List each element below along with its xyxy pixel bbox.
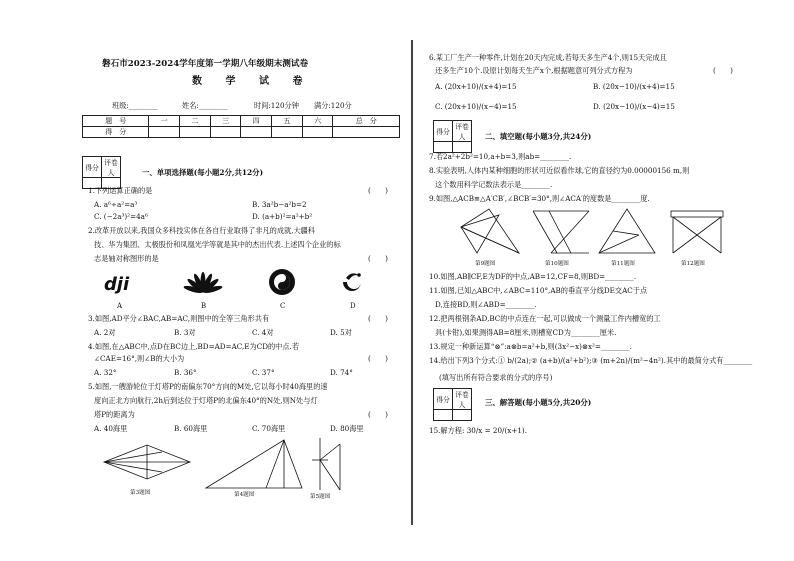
grader-name-label: 评卷人 xyxy=(453,121,472,142)
q4-option-c: C. 37° xyxy=(252,368,275,377)
figure-q3 xyxy=(102,440,192,485)
q6-option-c: C. (20x+10)/(x−4)=15 xyxy=(435,102,517,111)
full-score-label: 满分:120分 xyxy=(314,101,352,110)
q5-stem-line1: 5.如图,一艘游轮位于灯塔P的南偏东70°方向的M处,它以每小时40海里的速 xyxy=(88,382,328,391)
grader-box-2 xyxy=(433,120,472,153)
time-label: 时间:120分钟 xyxy=(254,101,299,110)
section-3-heading: 三、解答题(每小题5分,共20分) xyxy=(485,398,592,407)
grader-score-label: 得分 xyxy=(434,121,453,142)
section-1-heading: 一、单项选择题(每小题2分,共12分) xyxy=(142,168,264,177)
exam-subject: 数 学 试 卷 xyxy=(192,76,313,87)
q11-stem-line2: D,连接BD,则∠ABD=________. xyxy=(435,300,537,309)
score-header-cell: 四 xyxy=(241,116,272,127)
score-header-cell: 一 xyxy=(149,116,180,127)
score-table-score-row xyxy=(83,127,400,138)
figure-q5 xyxy=(310,436,350,492)
q4-option-a: A. 32° xyxy=(94,368,117,377)
section-2-heading: 二、填空题(每小题3分,共24分) xyxy=(485,132,592,141)
q6-stem-line1: 6.某工厂生产一种零件,计划在20天内完成,若每天多生产4个,则15天完成且 xyxy=(429,53,667,62)
q5-option-c: C. 70海里 xyxy=(252,424,286,433)
q4-stem-line2: ∠CAE=16°,则∠B的大小为 xyxy=(94,354,185,363)
grader-score-label: 得分 xyxy=(83,157,102,178)
score-cell[interactable] xyxy=(210,127,241,138)
q6-stem-line2: 还多生产10个.设原计划每天生产x个,根据题意可列分式方程为 xyxy=(435,66,633,75)
score-header-cell: 六 xyxy=(302,116,333,127)
figure-q11 xyxy=(597,207,657,257)
score-header-cell: 二 xyxy=(180,116,211,127)
taiji-logo-icon xyxy=(268,268,296,296)
figure-q9-caption: 第9题图 xyxy=(475,261,496,267)
figure-q4-caption: 第4题图 xyxy=(234,492,255,498)
figure-q11-caption: 第11题图 xyxy=(611,261,635,267)
q14-stem: 14.给出下列3个分式:① b/(2a);② (a+b)/(a²+b²);③ (m+2n)/(m²−4n²).其中的最简分式有________ xyxy=(429,356,753,365)
figure-q10 xyxy=(531,207,591,257)
q1-answer-paren[interactable]: ( ) xyxy=(368,186,388,195)
grader-score-cell[interactable] xyxy=(434,410,453,421)
figure-q12-caption: 第12题图 xyxy=(681,261,705,267)
q2-answer-paren[interactable]: ( ) xyxy=(368,254,388,263)
figure-q3-caption: 第3题图 xyxy=(130,490,151,496)
score-cell[interactable] xyxy=(333,127,400,138)
score-header-cell: 题 号 xyxy=(83,116,149,127)
q2-stem-line1: 2.改革开放以来,我国众多科技实体在各自行业取得了非凡的成就,大疆科 xyxy=(88,226,316,235)
q8-stem-line1: 8.实验表明,人体内某种细胞的形状可近似看作球,它的直径约为0.00000156 m,则 xyxy=(429,166,690,175)
score-cell[interactable] xyxy=(180,127,211,138)
grader-box-1 xyxy=(82,156,121,189)
grader-name-label: 评卷人 xyxy=(102,157,121,178)
q12-stem-line1: 12.把两根钢条AD,BC的中点连在一起,可以做成一个测量工件内槽宽的工 xyxy=(429,314,661,323)
q9-stem: 9.如图,△ACB≌△A′CB′,∠BCB′=30°,则∠ACA′的度数是________度. xyxy=(429,194,650,203)
q11-stem-line1: 11.如图,已知△ABC中,∠ABC=110°,AB的垂直平分线DE交AC于点 xyxy=(429,286,648,295)
q2-stem-line2: 技、华为集团、太极股份和凤凰光学等就是其中的杰出代表.上述四个企业的标 xyxy=(94,240,341,249)
figure-q10-caption: 第10题图 xyxy=(545,261,569,267)
score-row-label: 得 分 xyxy=(83,127,149,138)
q6-option-b: B. (20x−10)/(x+4)=15 xyxy=(593,82,675,91)
q3-option-b: B. 3对 xyxy=(174,328,196,337)
q5-stem-line3: 塔P的距离为 xyxy=(94,410,135,419)
q4-option-b: B. 36° xyxy=(174,368,197,377)
q3-option-c: C. 4对 xyxy=(252,328,274,337)
q3-stem: 3.如图,AD平分∠BAC,AB=AC,则图中的全等三角形共有 xyxy=(88,314,270,323)
q15-stem: 15.解方程: 30/x = 20/(x+1). xyxy=(429,426,528,435)
q5-option-b: B. 60海里 xyxy=(174,424,208,433)
q4-stem-line1: 4.如图,在△ABC中,点D在BC边上,BD=AD=AC,E为CD的中点.若 xyxy=(88,342,300,351)
class-field[interactable]: 班级:________ xyxy=(112,101,158,110)
q3-answer-paren[interactable]: ( ) xyxy=(368,314,388,323)
score-header-cell: 五 xyxy=(272,116,303,127)
q1-option-d: D. (a+b)²=a²+b² xyxy=(252,212,313,221)
name-field[interactable]: 姓名:________ xyxy=(182,101,228,110)
figure-q5-caption: 第5题图 xyxy=(310,494,331,500)
q1-option-c: C. (−2a³)²=4a⁶ xyxy=(94,212,148,221)
logo-option-d: D xyxy=(350,302,356,310)
q6-answer-paren[interactable]: ( ) xyxy=(713,66,733,75)
grader-score-cell[interactable] xyxy=(434,142,453,153)
q6-option-d: D. (20x−10)/(x−4)=15 xyxy=(593,102,675,111)
q3-option-a: A. 2对 xyxy=(94,328,116,337)
grader-box-3 xyxy=(433,388,472,421)
q2-stem-line3: 志是轴对称图形的是 xyxy=(94,254,159,263)
logo-option-c: C xyxy=(280,302,286,310)
grader-name-cell[interactable] xyxy=(453,142,472,153)
score-header-cell: 总 分 xyxy=(333,116,400,127)
figure-q12 xyxy=(665,207,729,257)
score-table-header-row xyxy=(83,116,400,127)
q8-stem-line2: 这个数用科学记数法表示是________. xyxy=(435,180,553,189)
dji-logo-icon xyxy=(102,272,138,296)
q10-stem: 10.如图,AB∥CF,E为DF的中点,AB=12,CF=8,则BD=________. xyxy=(429,272,637,281)
score-table xyxy=(82,115,400,138)
q5-stem-line2: 度向正北方向航行,2h后到达位于灯塔P的北偏东40°的N处,则N处与灯 xyxy=(94,396,318,405)
score-header-cell: 三 xyxy=(210,116,241,127)
q1-stem: 1.下列运算正确的是 xyxy=(88,186,153,195)
score-cell[interactable] xyxy=(272,127,303,138)
q3-option-d: D. 5对 xyxy=(330,328,352,337)
logo-option-b: B xyxy=(201,302,207,310)
q12-stem-line2: 具(卡钳),如果测得AB=8厘米,则槽宽CD为________厘米. xyxy=(435,328,617,337)
q1-option-a: A. a⁶÷a²=a³ xyxy=(94,200,138,209)
column-divider xyxy=(411,40,413,525)
grader-name-label: 评卷人 xyxy=(453,389,472,410)
figure-q4 xyxy=(204,438,304,490)
phoenix-logo-icon xyxy=(338,268,366,296)
huawei-logo-icon xyxy=(188,268,218,296)
q4-answer-paren[interactable]: ( ) xyxy=(368,354,388,363)
score-cell[interactable] xyxy=(302,127,333,138)
score-cell[interactable] xyxy=(241,127,272,138)
q4-option-d: D. 74° xyxy=(330,368,353,377)
q5-option-a: A. 40海里 xyxy=(94,424,128,433)
q7-stem: 7.若2a²+2b²=10,a+b=3,则ab=________. xyxy=(429,152,572,161)
exam-title: 磐石市2023-2024学年度第一学期八年级期末测试卷 xyxy=(102,59,309,69)
svg-text:dji: dji xyxy=(104,274,130,295)
q14-note: (填写出所有符合要求的分式的序号) xyxy=(439,373,553,382)
q6-option-a: A. (20x+10)/(x+4)=15 xyxy=(435,82,517,91)
figure-q9 xyxy=(459,207,521,257)
grader-name-cell[interactable] xyxy=(453,410,472,421)
logo-option-a: A xyxy=(117,302,123,310)
q5-answer-paren[interactable]: ( ) xyxy=(368,410,388,419)
q5-option-d: D. 80海里 xyxy=(330,424,364,433)
grader-score-label: 得分 xyxy=(434,389,453,410)
q13-stem: 13.规定一种新运算“⊗”:a⊗b=a²+b,则(3x²−x)⊗x²=________. xyxy=(429,342,632,351)
score-cell[interactable] xyxy=(149,127,180,138)
q1-option-b: B. 3a²b−a²b=2 xyxy=(252,200,307,209)
